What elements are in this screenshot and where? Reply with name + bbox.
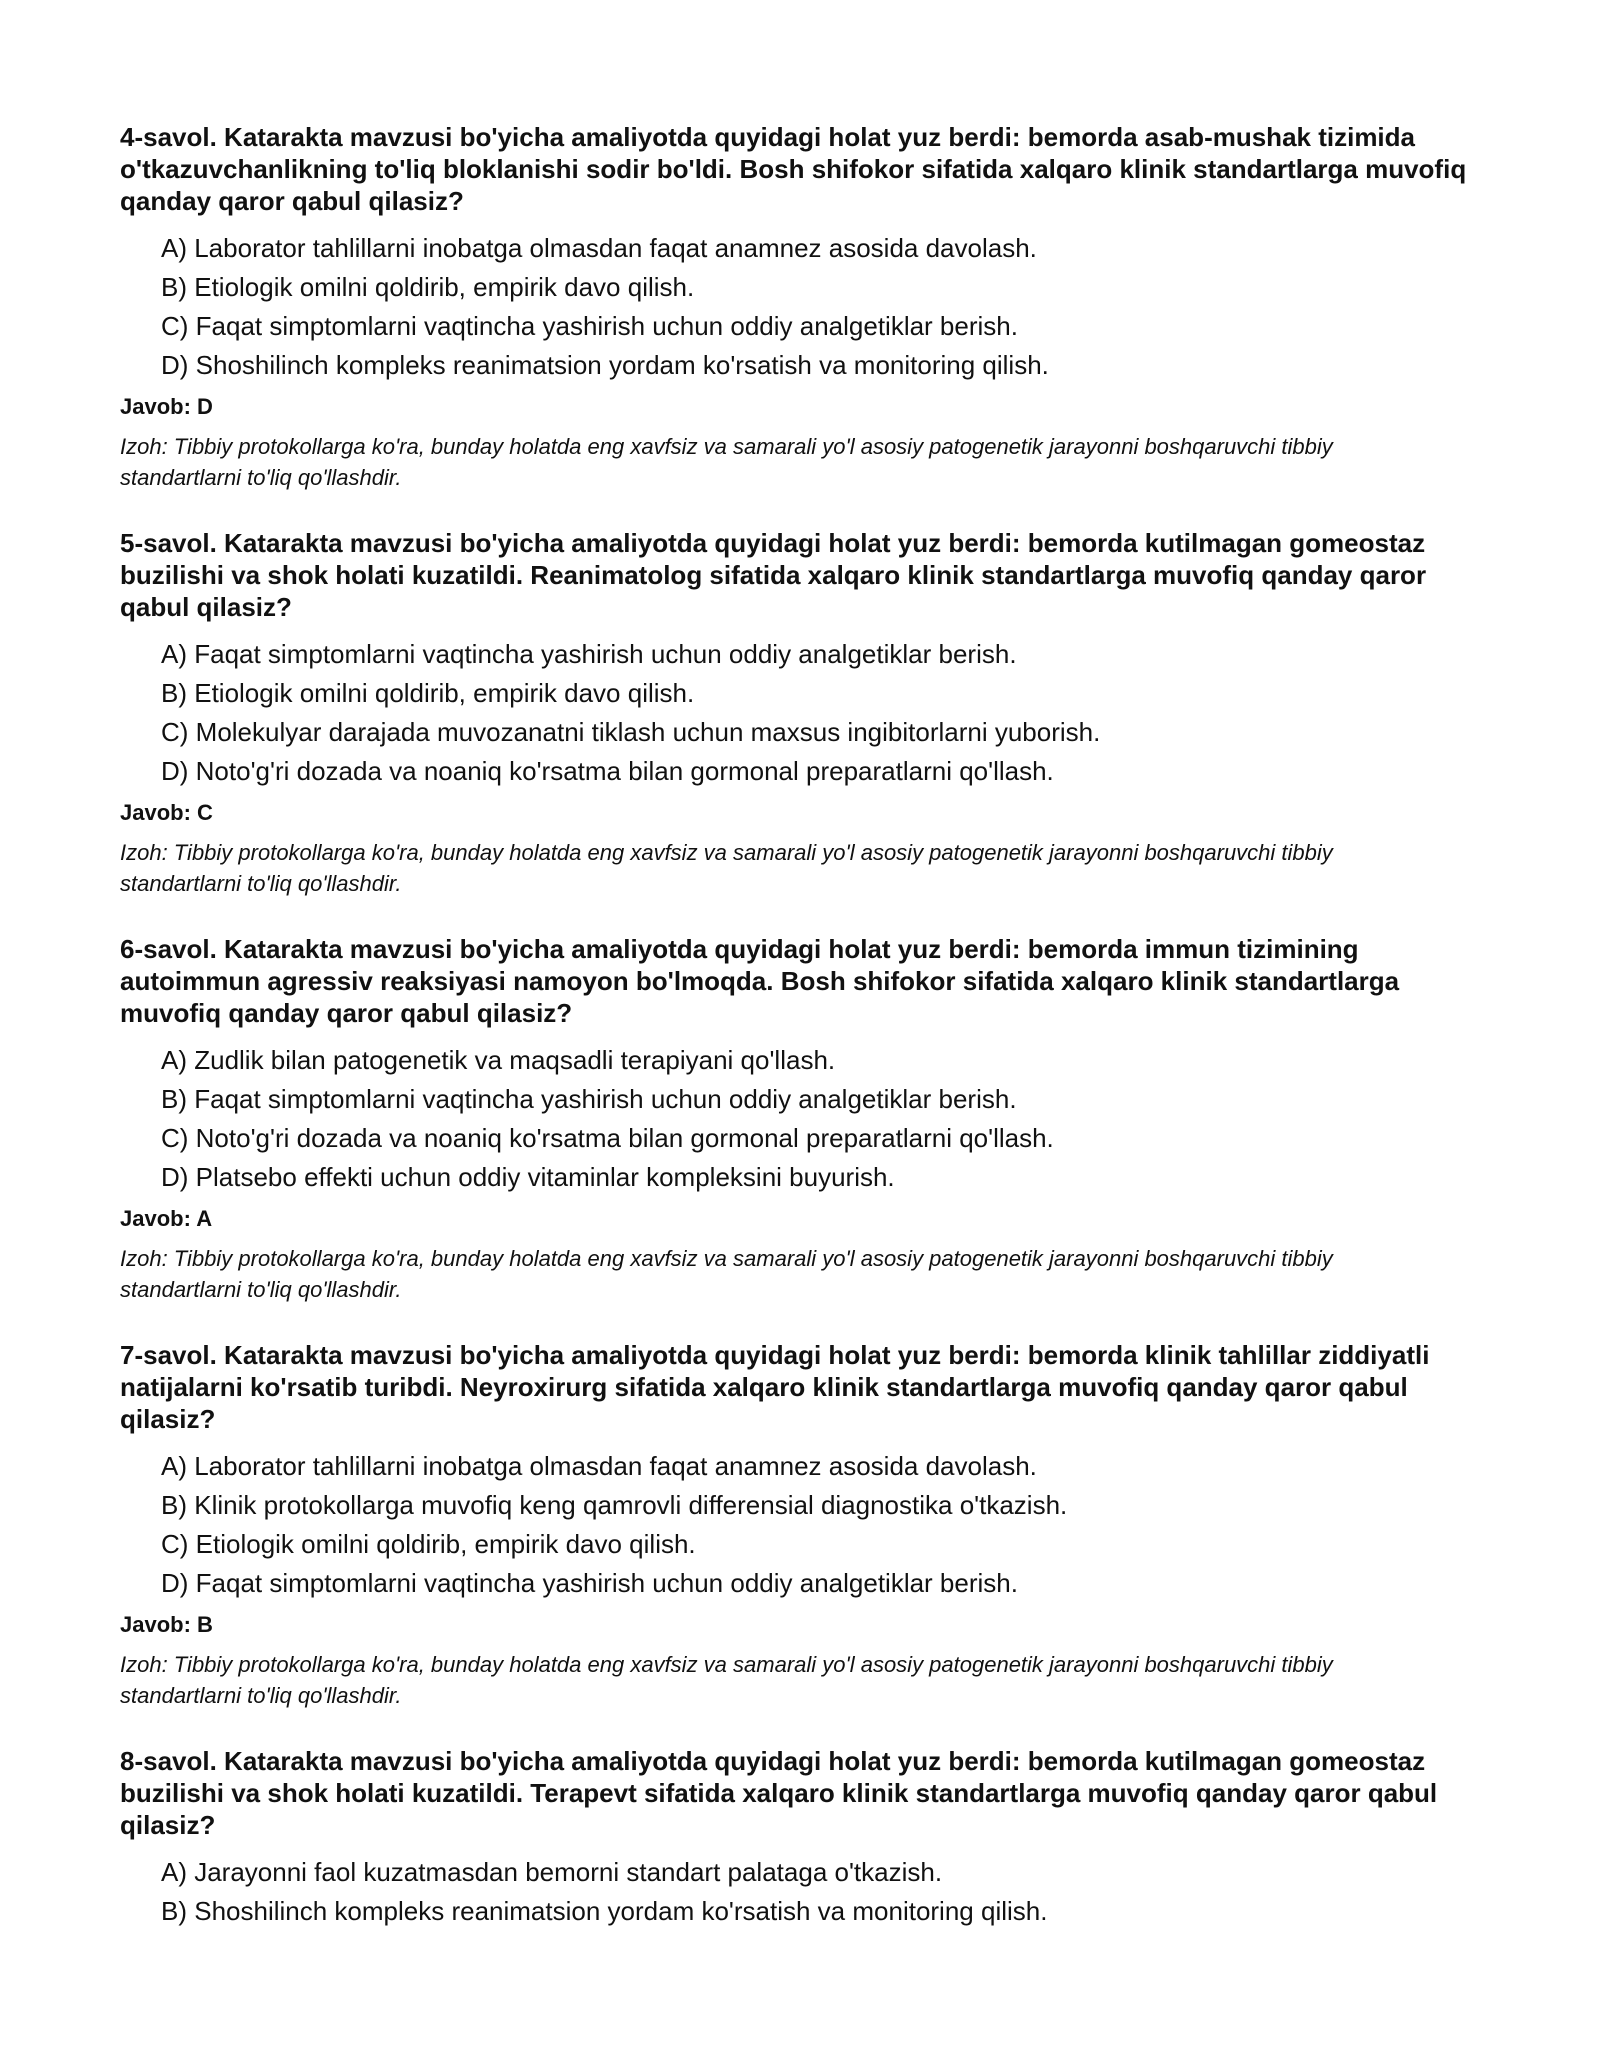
option-list: [120, 1853, 1480, 1931]
question-title: 4-savol. Katarakta mavzusi bo'yicha amaliyotda quyidagi holat yuz berdi: bemorda asab-mushak tizimida o'tkazuvchanlikning to'liq bloklanishi sodir bo'ldi. Bosh shifokor sifatida xalqaro klinik standartlarga muvofiq qanday qaror qabul qilasiz?: [120, 122, 1467, 216]
option-b: B) Etiologik omilni qoldirib, empirik davo qilish.: [161, 272, 695, 302]
question-title: 7-savol. Katarakta mavzusi bo'yicha amaliyotda quyidagi holat yuz berdi: bemorda klinik tahlillar ziddiyatli natijalarni ko'rsatib turibdi. Neyroxirurg sifatida xalqaro klinik standartlarga muvofiq qanday qaror qabul qilasiz?: [120, 1340, 1430, 1434]
explanation-note: Izoh: Tibbiy protokollarga ko'ra, bunday holatda eng xavfsiz va samarali yo'l asosiy patogenetik jarayonni boshqaruvchi tibbiy standartlarni to'liq qo'llashdir.: [120, 434, 1333, 490]
option-a: A) Zudlik bilan patogenetik va maqsadli terapiyani qo'llash.: [161, 1045, 836, 1075]
explanation-note: Izoh: Tibbiy protokollarga ko'ra, bunday holatda eng xavfsiz va samarali yo'l asosiy patogenetik jarayonni boshqaruvchi tibbiy standartlarni to'liq qo'llashdir.: [120, 1652, 1333, 1708]
option-list: [120, 1447, 1480, 1603]
option-b: B) Shoshilinch kompleks reanimatsion yordam ko'rsatish va monitoring qilish.: [161, 1896, 1048, 1926]
explanation-note: Izoh: Tibbiy protokollarga ko'ra, bunday holatda eng xavfsiz va samarali yo'l asosiy patogenetik jarayonni boshqaruvchi tibbiy standartlarni to'liq qo'llashdir.: [120, 840, 1333, 896]
question-title: 8-savol. Katarakta mavzusi bo'yicha amaliyotda quyidagi holat yuz berdi: bemorda kutilmagan gomeostaz buzilishi va shok holati kuzatildi. Terapevt sifatida xalqaro klinik standartlarga muvofiq qanday qaror qabul qilasiz?: [120, 1746, 1438, 1840]
explanation-note: Izoh: Tibbiy protokollarga ko'ra, bunday holatda eng xavfsiz va samarali yo'l asosiy patogenetik jarayonni boshqaruvchi tibbiy standartlarni to'liq qo'llashdir.: [120, 1246, 1333, 1302]
answer-label: Javob: D: [120, 394, 213, 419]
question-block: [120, 933, 1480, 1305]
option-b: B) Klinik protokollarga muvofiq keng qamrovli differensial diagnostika o'tkazish.: [161, 1490, 1068, 1520]
option-a: A) Laborator tahlillarni inobatga olmasdan faqat anamnez asosida davolash.: [161, 233, 1037, 263]
question-block: [120, 1339, 1480, 1711]
option-a: A) Laborator tahlillarni inobatga olmasdan faqat anamnez asosida davolash.: [161, 1451, 1037, 1481]
option-b: B) Faqat simptomlarni vaqtincha yashirish uchun oddiy analgetiklar berish.: [161, 1084, 1017, 1114]
option-d: D) Shoshilinch kompleks reanimatsion yordam ko'rsatish va monitoring qilish.: [161, 350, 1049, 380]
option-c: C) Faqat simptomlarni vaqtincha yashirish uchun oddiy analgetiklar berish.: [161, 311, 1018, 341]
question-block: [120, 121, 1480, 493]
question-title: 6-savol. Katarakta mavzusi bo'yicha amaliyotda quyidagi holat yuz berdi: bemorda immun tizimining autoimmun agressiv reaksiyasi namoyon bo'lmoqda. Bosh shifokor sifatida xalqaro klinik standartlarga muvofiq qanday qaror qabul qilasiz?: [120, 934, 1400, 1028]
option-a: A) Faqat simptomlarni vaqtincha yashirish uchun oddiy analgetiklar berish.: [161, 639, 1017, 669]
answer-label: Javob: C: [120, 800, 213, 825]
option-b: B) Etiologik omilni qoldirib, empirik davo qilish.: [161, 678, 695, 708]
question-block: [120, 527, 1480, 899]
option-d: D) Faqat simptomlarni vaqtincha yashirish uchun oddiy analgetiklar berish.: [161, 1568, 1018, 1598]
question-block: [120, 1745, 1480, 1931]
document-page: [120, 121, 1480, 1965]
option-list: [120, 229, 1480, 385]
option-list: [120, 1041, 1480, 1197]
question-title: 5-savol. Katarakta mavzusi bo'yicha amaliyotda quyidagi holat yuz berdi: bemorda kutilmagan gomeostaz buzilishi va shok holati kuzatildi. Reanimatolog sifatida xalqaro klinik standartlarga muvofiq qanday qaror qabul qilasiz?: [120, 528, 1427, 622]
option-c: C) Etiologik omilni qoldirib, empirik davo qilish.: [161, 1529, 696, 1559]
option-c: C) Noto'g'ri dozada va noaniq ko'rsatma bilan gormonal preparatlarni qo'llash.: [161, 1123, 1054, 1153]
answer-label: Javob: A: [120, 1206, 213, 1231]
option-d: D) Noto'g'ri dozada va noaniq ko'rsatma bilan gormonal preparatlarni qo'llash.: [161, 756, 1054, 786]
option-list: [120, 635, 1480, 791]
answer-label: Javob: B: [120, 1612, 213, 1637]
option-d: D) Platsebo effekti uchun oddiy vitaminlar kompleksini buyurish.: [161, 1162, 895, 1192]
option-c: C) Molekulyar darajada muvozanatni tiklash uchun maxsus ingibitorlarni yuborish.: [161, 717, 1101, 747]
option-a: A) Jarayonni faol kuzatmasdan bemorni standart palataga o'tkazish.: [161, 1857, 943, 1887]
